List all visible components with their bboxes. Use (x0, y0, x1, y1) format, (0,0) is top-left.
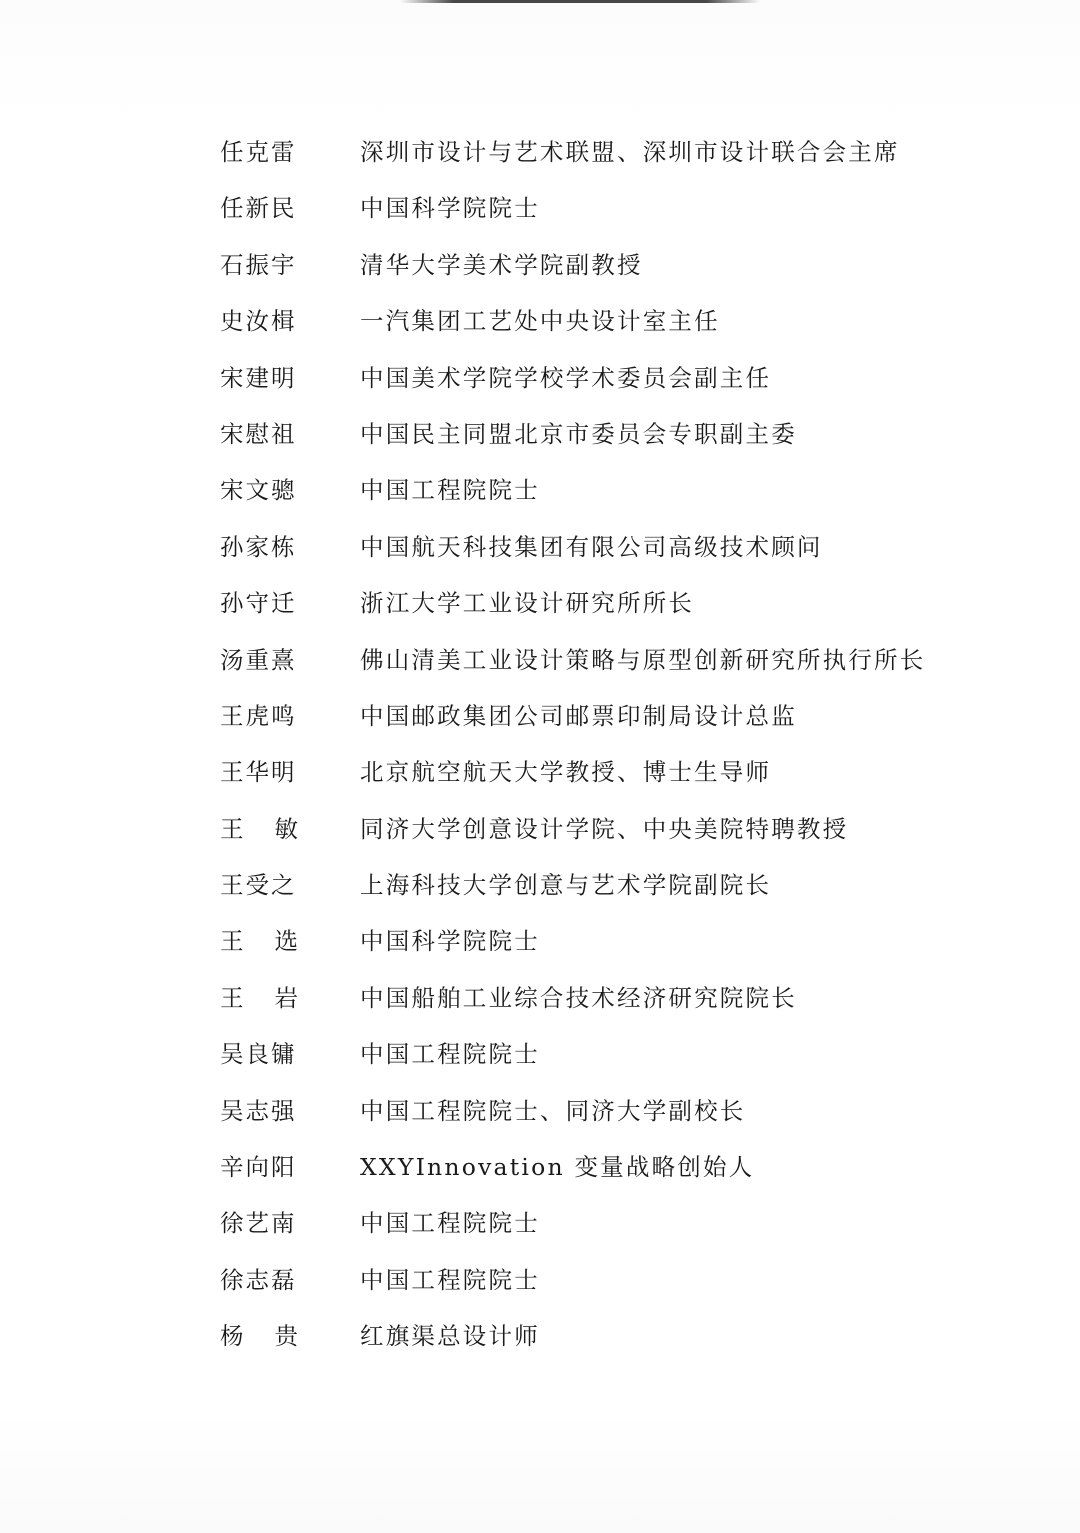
member-name: 宋慰祖 (220, 419, 297, 448)
member-name: 孙家栋 (220, 532, 297, 561)
list-item (0, 293, 1080, 349)
list-item (0, 801, 1080, 857)
member-name: 王 敏 (220, 814, 298, 843)
member-title: 中国民主同盟北京市委员会专职副主委 (360, 419, 797, 448)
member-name: 吴志强 (220, 1096, 297, 1125)
member-title: 中国工程院院士 (360, 1209, 540, 1238)
member-name: 孙守迁 (220, 589, 297, 618)
list-item (0, 913, 1080, 969)
member-name: 汤重熹 (220, 645, 297, 674)
member-title: 中国船舶工业综合技术经济研究院院长 (360, 983, 797, 1012)
member-name: 任新民 (220, 194, 297, 223)
member-title: 中国工程院院士 (360, 1265, 540, 1294)
member-title: 深圳市设计与艺术联盟、深圳市设计联合会主席 (360, 138, 900, 166)
member-name: 王受之 (220, 871, 297, 900)
list-item (0, 462, 1080, 518)
member-title: 中国工程院院士、同济大学副校长 (360, 1096, 746, 1125)
member-name: 王虎鸣 (220, 701, 297, 730)
member-title: 中国航天科技集团有限公司高级技术顾问 (360, 532, 823, 561)
list-item (0, 744, 1080, 800)
list-item (0, 124, 1080, 180)
member-title: 同济大学创意设计学院、中央美院特聘教授 (360, 814, 849, 843)
list-item (0, 1139, 1080, 1195)
member-name: 王 岩 (220, 983, 298, 1012)
member-title: 北京航空航天大学教授、博士生导师 (360, 758, 772, 787)
member-title: 上海科技大学创意与艺术学院副院长 (360, 871, 772, 900)
member-name: 宋建明 (220, 363, 297, 392)
member-title: 清华大学美术学院副教授 (360, 250, 643, 279)
member-name: 石振宇 (220, 250, 297, 279)
member-title: 中国美术学院学校学术委员会副主任 (360, 363, 772, 392)
member-title: 中国工程院院士 (360, 476, 540, 505)
member-name: 王华明 (220, 758, 297, 787)
list-item (0, 575, 1080, 631)
scan-top-edge (400, 0, 760, 3)
list-item (0, 350, 1080, 406)
list-item (0, 632, 1080, 688)
member-title: 中国科学院院士 (360, 194, 540, 223)
list-item (0, 1083, 1080, 1139)
member-name: 史汝楫 (220, 307, 297, 336)
list-item (0, 1252, 1080, 1308)
member-title: 佛山清美工业设计策略与原型创新研究所执行所长 (360, 645, 926, 674)
member-title: 一汽集团工艺处中央设计室主任 (360, 307, 720, 336)
list-item (0, 406, 1080, 462)
list-item (0, 857, 1080, 913)
list-item (0, 1026, 1080, 1082)
member-title: 红旗渠总设计师 (360, 1322, 540, 1351)
member-title: 中国邮政集团公司邮票印制局设计总监 (360, 701, 797, 730)
list-item (0, 519, 1080, 575)
member-name: 杨 贵 (220, 1322, 298, 1351)
member-title: 浙江大学工业设计研究所所长 (360, 589, 695, 618)
member-list (0, 124, 1080, 1365)
list-item (0, 1195, 1080, 1251)
member-name: 任克雷 (220, 138, 297, 166)
list-item (0, 180, 1080, 236)
list-item (0, 1308, 1080, 1364)
member-name: 徐志磊 (220, 1265, 297, 1294)
member-name: 王 选 (220, 927, 298, 956)
member-name: 辛向阳 (220, 1153, 297, 1182)
member-name: 宋文骢 (220, 476, 297, 505)
member-title: 中国工程院院士 (360, 1040, 540, 1069)
member-title: XXYInnovation 变量战略创始人 (360, 1153, 755, 1182)
list-item (0, 970, 1080, 1026)
member-title: 中国科学院院士 (360, 927, 540, 956)
member-name: 吴良镛 (220, 1040, 297, 1069)
list-item (0, 688, 1080, 744)
member-name: 徐艺南 (220, 1209, 297, 1238)
list-item (0, 237, 1080, 293)
